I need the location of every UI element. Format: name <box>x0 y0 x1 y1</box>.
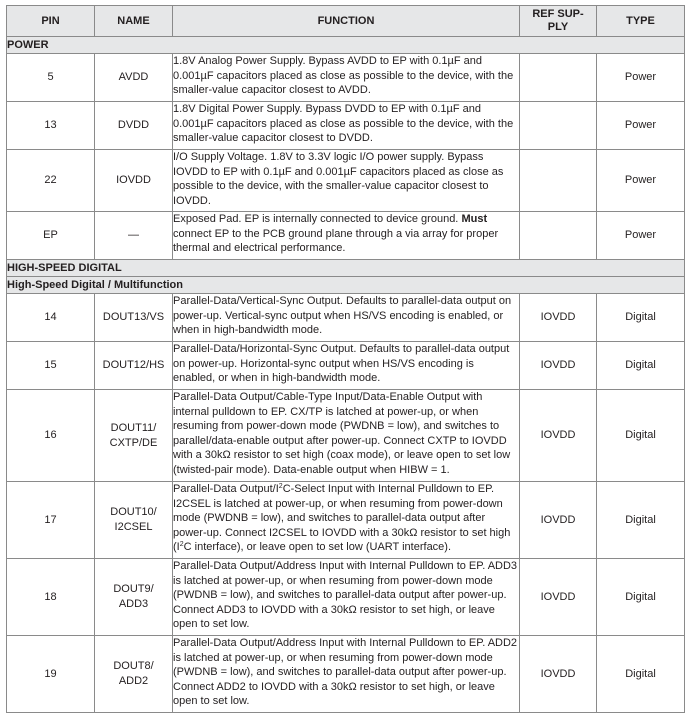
name-cell <box>95 482 173 559</box>
name-line: I2CSEL <box>114 521 153 533</box>
pin-cell: 17 <box>7 482 95 559</box>
pin-cell: 16 <box>7 390 95 482</box>
type-cell: Digital <box>597 482 685 559</box>
name-line: DOUT9/ <box>113 583 154 596</box>
table-row <box>7 636 685 713</box>
function-cell: Parallel-Data Output/Address Input with Internal Pulldown to EP. ADD3 is latched at power-up, or when resuming from power-down mode (PWDNB = low), and switches to parallel-data output after power-up. Connect ADD3 to IOVDD with a 30kΩ resistor to set high, or leave open to set low. <box>173 559 520 636</box>
ref-supply-cell: IOVDD <box>520 636 597 713</box>
function-cell: 1.8V Analog Power Supply. Bypass AVDD to EP with 0.1µF and 0.001µF capacitors placed as close as possible to the device, with the smaller-value capacitor closest to AVDD. <box>173 54 520 102</box>
section-high-speed-digital: HIGH-SPEED DIGITAL <box>7 260 685 277</box>
name-cell: DVDD <box>95 102 173 150</box>
type-cell: Digital <box>597 636 685 713</box>
pin-cell: 14 <box>7 294 95 342</box>
section-row <box>7 277 685 294</box>
ref-supply-cell <box>520 150 597 212</box>
name-cell: AVDD <box>95 54 173 102</box>
pin-cell: 18 <box>7 559 95 636</box>
table-row <box>7 150 685 212</box>
table-row <box>7 559 685 636</box>
function-cell <box>173 482 520 559</box>
function-cell: Parallel-Data/Vertical-Sync Output. Defaults to parallel-data output on power-up. Vertical-sync output when HS/VS encoding is enabled, or when in high-bandwidth mode. <box>173 294 520 342</box>
pin-cell: 13 <box>7 102 95 150</box>
function-cell: I/O Supply Voltage. 1.8V to 3.3V logic I/O power supply. Bypass IOVDD to EP with 0.1µF and 0.001µF capacitors placed as close as possible to the device, with the smaller-value capacitor closest to IOVDD. <box>173 150 520 212</box>
type-cell: Digital <box>597 294 685 342</box>
name-line: CXTP/DE <box>109 436 158 449</box>
function-cell <box>173 212 520 260</box>
ref-supply-cell: IOVDD <box>520 390 597 482</box>
pin-cell: 5 <box>7 54 95 102</box>
header-type: TYPE <box>597 6 685 37</box>
table-row <box>7 390 685 482</box>
name-line: DOUT8/ <box>113 660 154 673</box>
type-cell: Power <box>597 102 685 150</box>
type-cell: Power <box>597 212 685 260</box>
name-line: ADD3 <box>118 598 149 610</box>
type-cell: Digital <box>597 342 685 390</box>
header-ref-supply <box>520 6 597 37</box>
section-row <box>7 37 685 54</box>
table-row <box>7 342 685 390</box>
header-function: FUNCTION <box>173 6 520 37</box>
section-high-speed-multifunction: High-Speed Digital / Multifunction <box>7 277 685 294</box>
function-cell: 1.8V Digital Power Supply. Bypass DVDD to EP with 0.1µF and 0.001µF capacitors placed as close as possible to the device, with the smaller-value capacitor closest to DVDD. <box>173 102 520 150</box>
header-pin: PIN <box>7 6 95 37</box>
name-cell: — <box>95 212 173 260</box>
ref-supply-cell <box>520 54 597 102</box>
ref-supply-cell: IOVDD <box>520 482 597 559</box>
name-line: DOUT10/ <box>110 506 157 519</box>
name-cell: DOUT12/HS <box>95 342 173 390</box>
type-cell: Digital <box>597 559 685 636</box>
function-cell: Parallel-Data Output/Address Input with Internal Pulldown to EP. ADD2 is latched at power-up, or when resuming from power-down mode (PWDNB = low), and switches to parallel-data output after power-up. Connect ADD2 to IOVDD with a 30kΩ resistor to set high, or leave open to set low. <box>173 636 520 713</box>
type-cell: Power <box>597 150 685 212</box>
name-cell <box>95 636 173 713</box>
function-text: Exposed Pad. EP is internally connected to device ground. <box>173 213 462 225</box>
name-cell <box>95 390 173 482</box>
type-cell: Digital <box>597 390 685 482</box>
function-text: connect EP to the PCB ground plane through a via array for proper thermal and electrical performance. <box>173 227 499 255</box>
ref-supply-cell: IOVDD <box>520 342 597 390</box>
type-cell: Power <box>597 54 685 102</box>
header-ref-supply-text: REF SUP-PLY <box>532 8 584 33</box>
table-row <box>7 294 685 342</box>
pin-cell: EP <box>7 212 95 260</box>
pin-cell: 22 <box>7 150 95 212</box>
name-line: DOUT11/ <box>110 421 157 434</box>
table-header-row <box>7 6 685 37</box>
section-row <box>7 260 685 277</box>
table-row <box>7 54 685 102</box>
ref-supply-cell <box>520 102 597 150</box>
name-cell: IOVDD <box>95 150 173 212</box>
header-name: NAME <box>95 6 173 37</box>
table-row <box>7 102 685 150</box>
name-cell <box>95 559 173 636</box>
name-line: ADD2 <box>118 675 149 687</box>
pin-description-table <box>6 5 685 713</box>
function-text: Parallel-Data Output/I <box>173 483 279 495</box>
section-power: POWER <box>7 37 685 54</box>
function-text: C interface), or leave open to set low (UART interface). <box>183 541 452 554</box>
superscript: 2 <box>278 483 283 490</box>
table-row <box>7 482 685 559</box>
pin-cell: 15 <box>7 342 95 390</box>
function-text: C-Select Input with Internal Pulldown to EP. I2CSEL is latched at power-up, or when resuming from power-down mode (PWDNB = low), and switches to parallel-data output after power-up. Connect I2CSEL to IOVDD with a 30kΩ resistor to set high (I <box>173 483 511 554</box>
ref-supply-cell <box>520 212 597 260</box>
table-row <box>7 212 685 260</box>
function-cell: Parallel-Data Output/Cable-Type Input/Data-Enable Output with internal pulldown to EP. CX/TP is latched at power-up, or when resuming from power-down mode (PWDNB = low), and switches to parallel/data-enable output after power-up. Connect CXTP to IOVDD with a 30kΩ resistor to set high (coax mode), or leave open to set low (twisted-pair mode). Data-enable output when HIBW = 1. <box>173 390 520 482</box>
ref-supply-cell: IOVDD <box>520 559 597 636</box>
name-cell: DOUT13/VS <box>95 294 173 342</box>
superscript: 2 <box>179 541 184 549</box>
pin-cell: 19 <box>7 636 95 713</box>
function-cell: Parallel-Data/Horizontal-Sync Output. Defaults to parallel-data output on power-up. Horizontal-sync output when HS/VS encoding is enabled, or when in high-bandwidth mode. <box>173 342 520 390</box>
ref-supply-cell: IOVDD <box>520 294 597 342</box>
function-emphasis: Must <box>461 213 488 225</box>
